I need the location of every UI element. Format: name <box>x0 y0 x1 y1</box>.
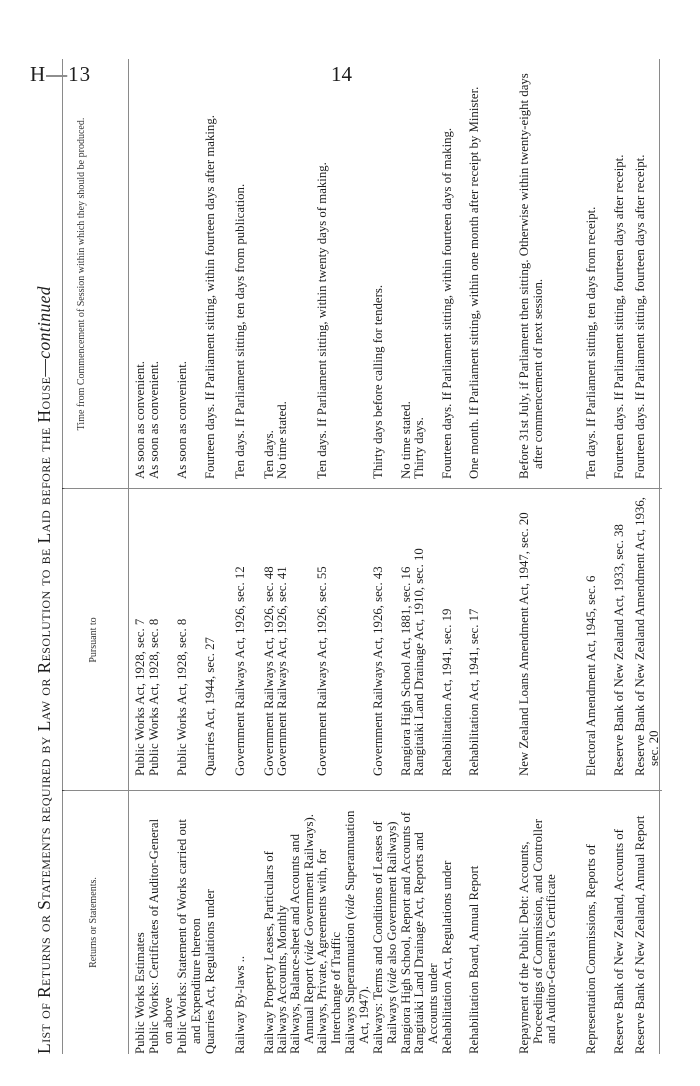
column-divider-1 <box>62 790 662 791</box>
row-1-pursuant: Public Works Act, 1928, sec. 8 <box>147 618 161 776</box>
row-6-time: No time stated. <box>275 401 289 479</box>
table-title <box>34 59 58 1054</box>
row-12-pursuant: Rangitaiki Land Drainage Act, 1910, sec. 10 <box>412 548 426 776</box>
row-2-pursuant: Public Works Act, 1928, sec. 8 <box>175 618 189 776</box>
title-dash: — <box>34 358 54 377</box>
row-18-pursuant: Reserve Bank of New Zealand Amendment Act, 1936, sec. 20 <box>633 497 661 776</box>
row-5-returns: Railway Property Leases, Particulars of <box>262 851 276 1054</box>
row-3-returns: Quarries Act, Regulations under <box>203 889 217 1054</box>
row-17-pursuant: Reserve Bank of New Zealand Act, 1933, sec. 38 <box>612 524 626 776</box>
title-continued: continued <box>34 286 54 359</box>
row-15-pursuant: New Zealand Loans Amendment Act, 1947, sec. 20 <box>517 512 531 776</box>
row-18-time: Fourteen days. If Parliament sitting, fourteen days after receipt. <box>633 154 647 479</box>
row-16-pursuant: Electoral Amendment Act, 1945, sec. 6 <box>584 575 598 776</box>
row-6-pursuant: Government Railways Act, 1926, sec. 41 <box>275 566 289 776</box>
row-8-returns: Railways, Private, Agreements with, for Interchange of Traffic <box>315 848 343 1054</box>
header-returns: Returns or Statements. <box>88 877 99 968</box>
row-15-returns: Repayment of the Public Debt: Accounts, Proceedings of Commission, and Controller and Auditor-General's Certificate <box>517 819 559 1054</box>
row-11-pursuant: Rangiora High School Act, 1881, sec. 16 <box>399 566 413 776</box>
row-5-time: Ten days. <box>262 430 276 479</box>
table-top-rule <box>62 59 63 1054</box>
row-18-returns: Reserve Bank of New Zealand, Annual Report <box>633 815 647 1054</box>
row-0-time: As soon as convenient. <box>133 361 147 479</box>
row-17-returns: Reserve Bank of New Zealand, Accounts of <box>612 829 626 1054</box>
row-6-returns: Railways Accounts, Monthly <box>275 905 289 1054</box>
header-time: Time from Commencement of Session within which they should be produced. <box>76 117 87 431</box>
row-12-returns: Rangitaiki Land Drainage Act, Reports and Accounts under <box>412 832 440 1054</box>
row-11-returns: Rangiora High School, Report and Accounts of <box>399 811 413 1054</box>
row-10-returns: Railways: Terms and Conditions of Leases of Railways (vide also Government Railways) <box>371 821 399 1054</box>
row-13-pursuant: Rehabilitation Act, 1941, sec. 19 <box>440 608 454 776</box>
row-14-pursuant: Rehabilitation Act, 1941, sec. 17 <box>467 608 481 776</box>
row-13-time: Fourteen days. If Parliament sitting, within fourteen days of making. <box>440 127 454 479</box>
row-11-time: No time stated. <box>399 401 413 479</box>
row-2-time: As soon as convenient. <box>175 361 189 479</box>
row-16-time: Ten days. If Parliament sitting, ten days from receipt. <box>584 206 598 479</box>
row-14-time: One month. If Parliament sitting, within one month after receipt by Minister. <box>467 86 481 479</box>
report-code: H—13 <box>30 62 92 86</box>
returns-table <box>62 59 660 1054</box>
row-15-time: Before 31st July, if Parliament then sitting. Otherwise within twenty-eight days after commencement of next session. <box>517 73 545 479</box>
row-8-time: Ten days. If Parliament sitting, within twenty days of making. <box>315 162 329 479</box>
row-16-returns: Representation Commissions, Reports of <box>584 844 598 1054</box>
title-main: List of Returns or Statements required by Law or Resolution to be Laid before the House <box>34 376 54 1054</box>
row-5-pursuant: Government Railways Act, 1926, sec. 48 <box>262 566 276 776</box>
row-7-returns: Railways, Balance-sheet and Accounts and Annual Report (vide Government Railways). <box>288 814 316 1054</box>
header-bottom-rule <box>128 59 129 1054</box>
column-divider-2 <box>62 488 662 489</box>
row-17-time: Fourteen days. If Parliament sitting, fourteen days after receipt. <box>612 154 626 479</box>
row-1-returns: Public Works: Certificates of Auditor-General on above <box>147 818 175 1054</box>
row-2-returns: Public Works: Statement of Works carried out and Expenditure thereon <box>175 819 203 1054</box>
page-number: 14 <box>331 62 352 86</box>
row-4-returns: Railway By-laws .. <box>233 955 247 1054</box>
row-14-returns: Rehabilitation Board, Annual Report <box>467 865 481 1054</box>
row-1-time: As soon as convenient. <box>147 361 161 479</box>
row-13-returns: Rehabilitation Act, Regulations under <box>440 860 454 1054</box>
row-10-time: Thirty days before calling for tenders. <box>371 284 385 479</box>
row-4-time: Ten days. If Parliament sitting, ten days from publication. <box>233 183 247 479</box>
row-4-pursuant: Government Railways Act, 1926, sec. 12 <box>233 566 247 776</box>
header-pursuant: Pursuant to <box>88 617 99 663</box>
row-8-pursuant: Government Railways Act, 1926, sec. 55 <box>315 566 329 776</box>
row-0-returns: Public Works Estimates <box>133 932 147 1054</box>
rotated-page-body <box>34 59 662 1054</box>
row-12-time: Thirty days. <box>412 417 426 479</box>
row-0-pursuant: Public Works Act, 1928, sec. 7 <box>133 618 147 776</box>
row-3-time: Fourteen days. If Parliament sitting, within fourteen days after making. <box>203 115 217 479</box>
row-9-returns: Railways Superannuation (vide Superannuation Act, 1947). <box>343 810 371 1054</box>
row-3-pursuant: Quarries Act, 1944, sec. 27 <box>203 637 217 776</box>
row-10-pursuant: Government Railways Act, 1926, sec. 43 <box>371 566 385 776</box>
